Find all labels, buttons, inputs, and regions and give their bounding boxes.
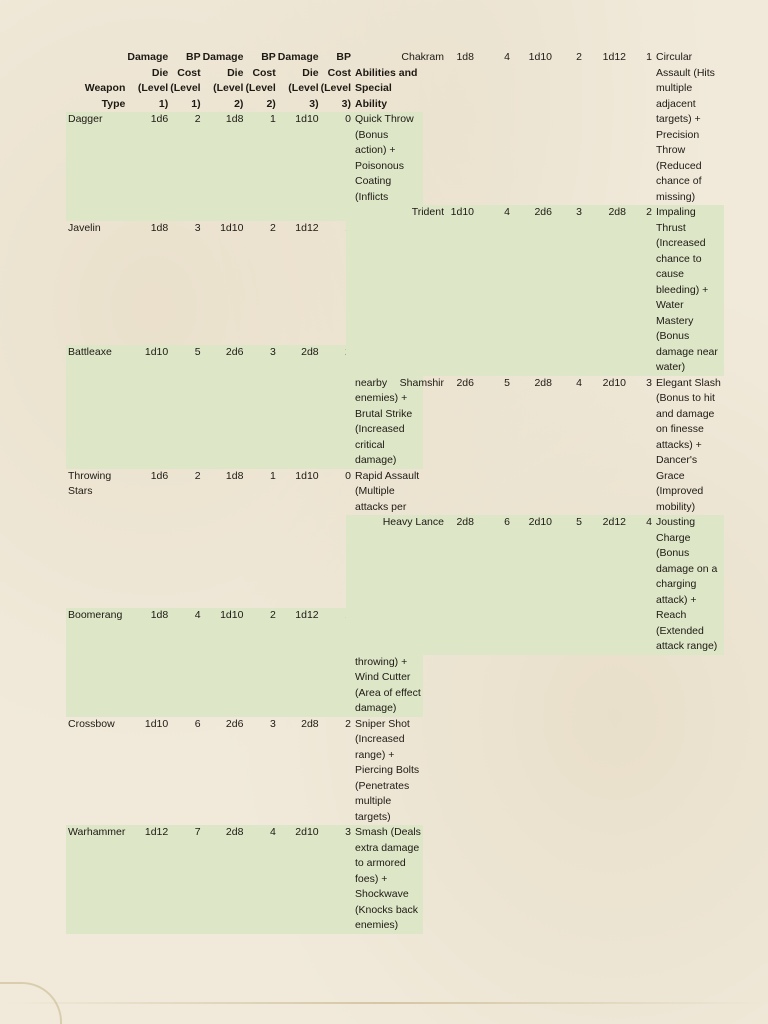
- bp-level-2: 4: [576, 376, 582, 389]
- abilities: Smash (Deals extra damage to armored foes) + Shockwave (Knocks back enemies): [353, 825, 423, 934]
- abilities: Impaling Thrust (Increased chance to cause bleeding) + Water Mastery (Bonus damage near water): [654, 205, 724, 376]
- bp-level-1: 2: [170, 112, 202, 221]
- bp-level-3: 4: [628, 515, 654, 655]
- bp-level-1: 2: [194, 469, 201, 482]
- table-row: [346, 50, 724, 205]
- damage-level-1: 1d8: [456, 51, 474, 63]
- bp-level-3: 2: [628, 205, 654, 376]
- bp-level-2: 3: [245, 345, 277, 469]
- weapons-table-right-column: [346, 50, 746, 655]
- damage-level-3: 2d12: [584, 515, 628, 655]
- bp-level-2: 2: [576, 51, 582, 63]
- bp-level-2: 1: [269, 469, 276, 482]
- damage-level-2: 2d6: [225, 717, 244, 730]
- damage-level-3: 2d10: [278, 825, 321, 934]
- damage-level-1: 1d12: [127, 825, 170, 934]
- damage-level-3: 1d12: [278, 608, 321, 717]
- bp-level-1: 3: [194, 221, 201, 234]
- table-row: [346, 376, 724, 516]
- weapon-name: Heavy Lance: [346, 515, 446, 655]
- weapon-name: Battleaxe: [66, 345, 127, 469]
- bp-level-3: 0: [321, 112, 353, 221]
- damage-level-1: 2d8: [446, 515, 476, 655]
- abilities: Rapid Assault (Multiple attacks per: [354, 469, 420, 513]
- header-weapon-type: Weapon Type: [84, 82, 126, 110]
- weapon-name: Chakram: [401, 51, 444, 63]
- bp-level-1: 6: [194, 717, 201, 730]
- abilities: Jousting Charge (Bonus damage on a charging attack) + Reach (Extended attack range): [654, 515, 724, 655]
- bp-level-2: 2: [269, 221, 276, 234]
- damage-level-2: 2d6: [512, 205, 554, 376]
- bp-level-1: 4: [504, 51, 510, 63]
- damage-level-1: 2d6: [456, 376, 474, 389]
- bp-level-3: 2: [345, 717, 351, 730]
- bp-level-1: 7: [170, 825, 202, 934]
- damage-level-3: 1d12: [295, 221, 319, 234]
- header-damage-level-2: Damage Die (Level 2): [202, 51, 244, 110]
- damage-level-3: 2d8: [584, 205, 628, 376]
- weapon-name: Trident: [346, 205, 446, 376]
- damage-level-2: 2d10: [512, 515, 554, 655]
- damage-level-2: 2d6: [203, 345, 246, 469]
- bp-level-2: 1: [245, 112, 277, 221]
- header-bp-level-3: BP Cost (Level 3): [320, 51, 351, 110]
- weapon-name: Javelin: [68, 221, 101, 234]
- abilities: Sniper Shot (Increased range) + Piercing Bolts (Penetrates multiple targets): [354, 717, 420, 823]
- damage-level-1: 1d6: [150, 469, 169, 482]
- table-row: [66, 825, 423, 934]
- bp-level-2: 3: [554, 205, 584, 376]
- damage-level-2: 1d10: [203, 608, 246, 717]
- header-damage-level-1: Damage Die (Level 1): [127, 51, 169, 110]
- header-bp-level-2: BP Cost (Level 2): [245, 51, 276, 110]
- damage-level-2: 1d8: [225, 469, 244, 482]
- table-row: [346, 205, 724, 376]
- bp-level-3: 0: [345, 469, 351, 482]
- bp-level-1: 4: [170, 608, 202, 717]
- page-footer-rule: [0, 1002, 768, 1004]
- corner-ornament: [0, 982, 62, 1024]
- abilities: nearby enemies) + Brutal Strike (Increased critical damage): [353, 345, 423, 469]
- table-row: [66, 717, 423, 826]
- damage-level-3: 1d12: [602, 51, 626, 63]
- damage-level-3: 2d8: [301, 717, 319, 730]
- bp-level-2: 2: [245, 608, 277, 717]
- abilities: Quick Throw (Bonus action) + Poisonous Coating (Inflicts: [353, 112, 423, 221]
- damage-level-1: 1d10: [127, 345, 170, 469]
- damage-level-3: 2d8: [278, 345, 321, 469]
- damage-level-1: 1d10: [144, 717, 169, 730]
- bp-level-1: 6: [476, 515, 512, 655]
- weapons-table-continued: [346, 50, 724, 655]
- damage-level-3: 1d10: [278, 112, 321, 221]
- damage-level-1: 1d10: [446, 205, 476, 376]
- bp-level-2: 4: [245, 825, 277, 934]
- weapon-name: Crossbow: [68, 717, 115, 730]
- damage-level-2: 1d10: [220, 221, 244, 234]
- bp-level-3: 1: [646, 51, 652, 63]
- damage-level-3: 1d10: [295, 469, 319, 482]
- damage-level-1: 1d8: [150, 221, 169, 234]
- damage-level-2: 1d10: [528, 51, 552, 63]
- bp-level-1: 4: [476, 205, 512, 376]
- abilities: Elegant Slash (Bonus to hit and damage on finesse attacks) + Dancer's Grace (Improved mobility): [656, 376, 721, 513]
- bp-level-1: 5: [170, 345, 202, 469]
- damage-level-3: 2d10: [602, 376, 626, 389]
- table-row: [346, 515, 724, 655]
- weapon-name: Boomerang: [66, 608, 127, 717]
- bp-level-2: 5: [554, 515, 584, 655]
- abilities: Circular Assault (Hits multiple adjacent targets) + Precision Throw (Reduced chance of missing): [656, 51, 715, 203]
- abilities: throwing) + Wind Cutter (Area of effect damage): [353, 608, 423, 717]
- bp-level-1: 5: [504, 376, 510, 389]
- damage-level-2: 2d8: [534, 376, 552, 389]
- damage-level-1: 1d8: [127, 608, 170, 717]
- weapon-name: Throwing Stars: [68, 469, 112, 497]
- damage-level-2: 2d8: [203, 825, 246, 934]
- damage-level-1: 1d6: [127, 112, 170, 221]
- bp-level-3: 3: [321, 825, 353, 934]
- weapon-name: Dagger: [66, 112, 127, 221]
- weapon-name: Warhammer: [66, 825, 127, 934]
- weapon-name: Shamshir: [399, 376, 444, 389]
- bp-level-2: 3: [269, 717, 276, 730]
- header-abilities: Abilities and Special Ability: [354, 66, 418, 110]
- header-damage-level-3: Damage Die (Level 3): [277, 51, 319, 110]
- bp-level-3: 3: [646, 376, 652, 389]
- header-bp-level-1: BP Cost (Level 1): [170, 51, 201, 110]
- damage-level-2: 1d8: [203, 112, 246, 221]
